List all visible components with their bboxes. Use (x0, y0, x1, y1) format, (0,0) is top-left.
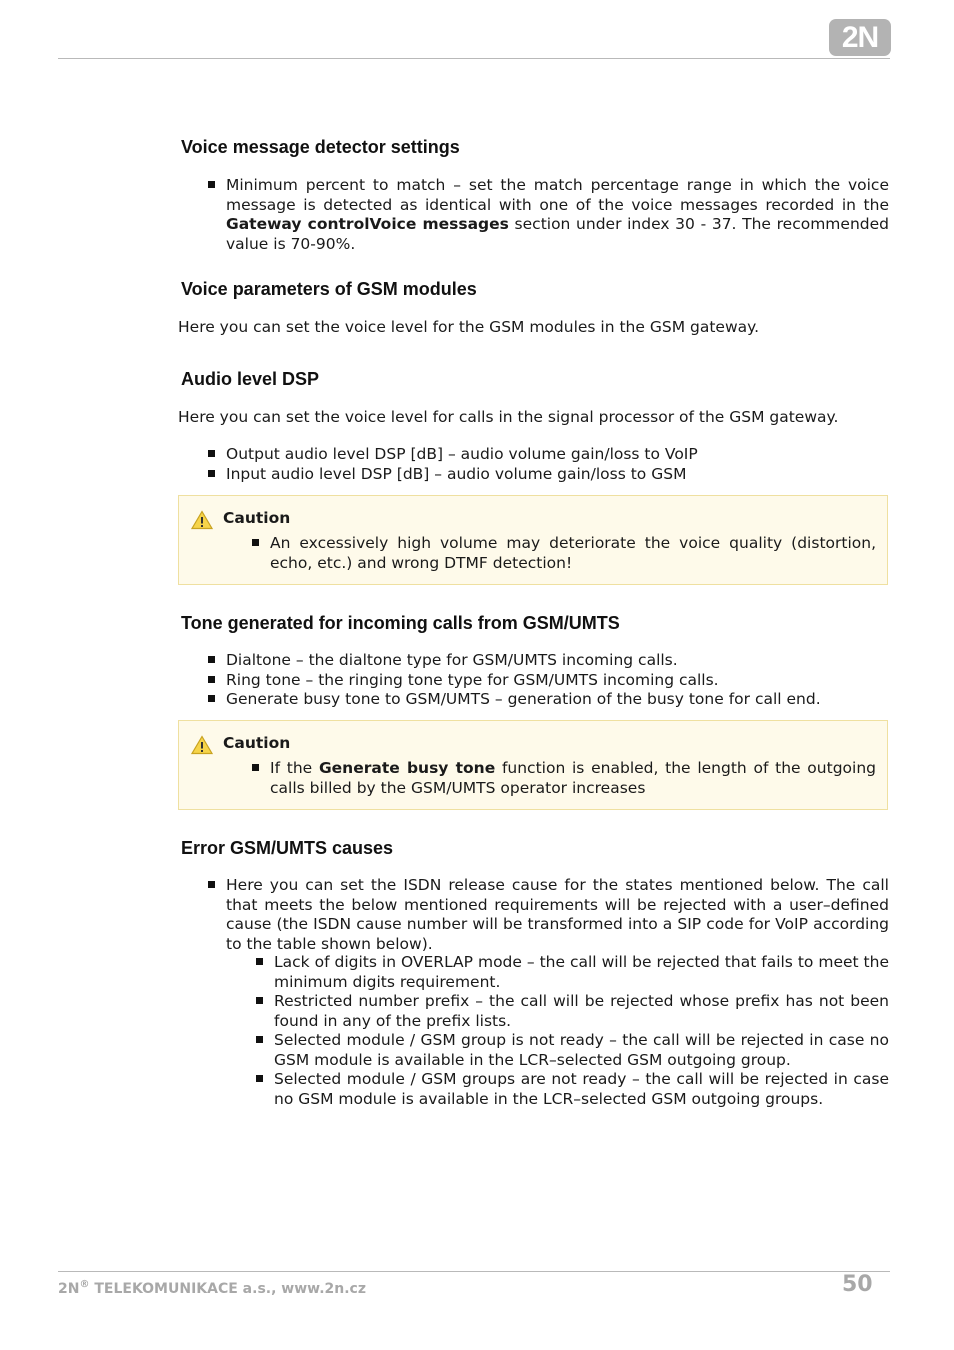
header-divider (58, 58, 890, 59)
caution-item (252, 759, 876, 798)
bullet-list (208, 445, 889, 484)
list-item-text: Minimum percent to match – set the match percentage range in which the voice message is detected as identical with one of the voice messages recorded in the (226, 176, 889, 214)
list-item-text: section under index 30 - 37. The recommended value is 70-90%. (226, 215, 889, 253)
list-item: Ring tone – the ringing tone type for GSM/UMTS incoming calls. (208, 671, 889, 691)
list-item: Output audio level DSP [dB] – audio volume gain/loss to VoIP (208, 445, 889, 465)
list-item: Lack of digits in OVERLAP mode – the call will be rejected that fails to meet the minimum digits requirement. (256, 953, 889, 992)
section-heading-tone-generated: Tone generated for incoming calls from GSM/UMTS (181, 613, 620, 633)
section-heading-voice-parameters: Voice parameters of GSM modules (181, 279, 477, 299)
footer-brand: 2N (58, 1281, 80, 1297)
section-heading-error-causes: Error GSM/UMTS causes (181, 838, 394, 858)
page-number: 50 (842, 1272, 873, 1297)
caution-bold-text: Generate busy tone (318, 759, 496, 777)
caution-box (178, 720, 888, 810)
caution-title: Caution (223, 734, 291, 752)
footer-divider (58, 1271, 890, 1272)
bullet-list (208, 651, 889, 710)
section-heading-audio-level-dsp: Audio level DSP (181, 369, 320, 389)
list-item: Restricted number prefix – the call will be rejected whose prefix has not been found in any of the prefix lists. (256, 992, 889, 1031)
bullet-list (208, 176, 889, 254)
list-item: Here you can set the ISDN release cause for the states mentioned below. The call that meets the below mentioned requirements will be rejected with a user–defined cause (the ISDN cause number will be transformed into a SIP code for VoIP according to the table shown below). (208, 876, 889, 954)
caution-text: function is enabled, the length of the outgoing calls billed by the GSM/UMTS operator increases (270, 759, 876, 797)
footer-company-text: TELEKOMUNIKACE a.s., www.2n.cz (89, 1281, 366, 1297)
bullet-list (208, 876, 889, 954)
paragraph: Here you can set the voice level for the GSM modules in the GSM gateway. (178, 318, 760, 336)
caution-title: Caution (223, 509, 291, 527)
caution-list (252, 759, 876, 798)
company-logo: 2N (829, 19, 891, 56)
registered-mark: ® (79, 1279, 90, 1290)
list-item: Selected module / GSM groups are not ready – the call will be rejected in case no GSM module is available in the LCR–selected GSM outgoing groups. (256, 1070, 889, 1109)
caution-list (252, 534, 876, 573)
list-item: Dialtone – the dialtone type for GSM/UMTS incoming calls. (208, 651, 889, 671)
caution-item: An excessively high volume may deteriorate the voice quality (distortion, echo, etc.) and wrong DTMF detection! (252, 534, 876, 573)
paragraph: Here you can set the voice level for calls in the signal processor of the GSM gateway. (178, 408, 839, 426)
footer-company (58, 1279, 366, 1297)
section-heading-voice-message-detector: Voice message detector settings (181, 137, 460, 157)
list-item: Generate busy tone to GSM/UMTS – generation of the busy tone for call end. (208, 690, 889, 710)
list-item: Input audio level DSP [dB] – audio volume gain/loss to GSM (208, 465, 889, 485)
caution-text: If the (270, 759, 319, 777)
caution-box (178, 495, 888, 585)
warning-icon (191, 735, 213, 755)
list-item-bold-text: Gateway controlVoice messages (226, 215, 509, 233)
warning-icon (191, 510, 213, 530)
list-item: Selected module / GSM group is not ready – the call will be rejected in case no GSM module is available in the LCR–selected GSM outgoing group. (256, 1031, 889, 1070)
list-item (208, 176, 889, 254)
sub-bullet-list (256, 953, 889, 1109)
